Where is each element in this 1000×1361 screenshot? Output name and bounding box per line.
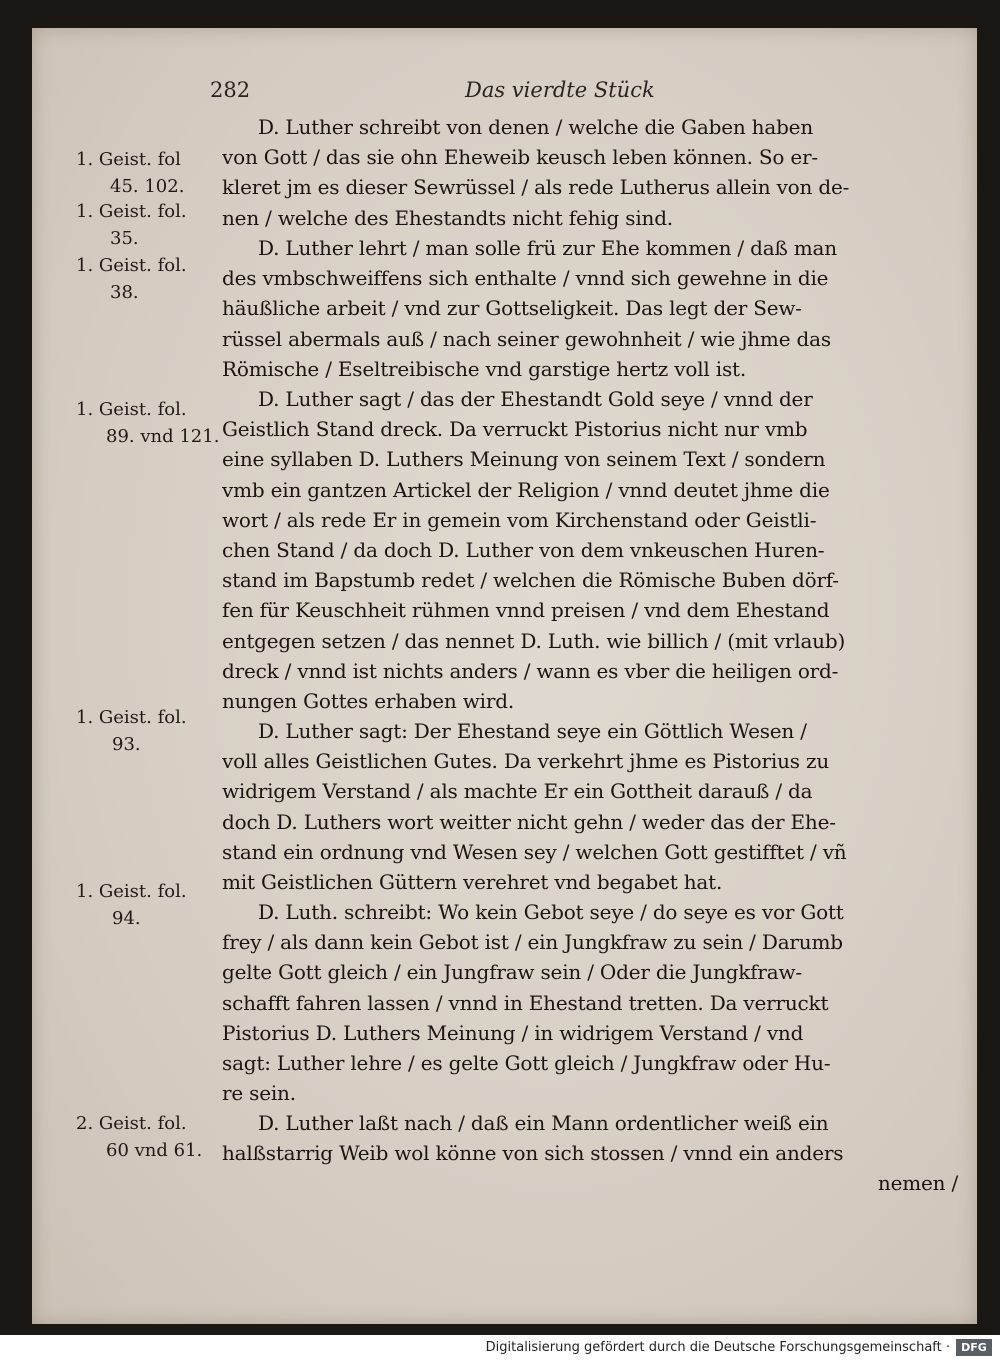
- margin-note: [76, 252, 226, 306]
- text-line: vmb ein gantzen Artickel der Religion / vnnd deutet jhme die: [222, 477, 830, 502]
- digitization-credit: Digitalisierung gefördert durch die Deutsche Forschungsgemeinschaft ·: [485, 1340, 950, 1355]
- paragraph: [222, 233, 962, 384]
- margin-note: [76, 198, 226, 252]
- margin-note-line: 89. vnd 121.: [106, 426, 220, 447]
- text-line: Pistorius D. Luthers Meinung / in widrigem Verstand / vnd: [222, 1020, 804, 1045]
- paragraph: [222, 897, 962, 1108]
- paragraph: [222, 384, 962, 716]
- text-line: chen Stand / da doch D. Luther von dem vnkeuschen Huren-: [222, 537, 825, 562]
- text-line: nen / welche des Ehestandts nicht fehig sind.: [222, 205, 673, 230]
- margin-note-line: 35.: [110, 228, 139, 249]
- text-line: fen für Keuschheit rühmen vnnd preisen / vnd dem Ehestand: [222, 598, 830, 623]
- margin-note-line: 38.: [110, 282, 139, 303]
- margin-note-line: 45. 102.: [110, 176, 185, 197]
- text-line: schafft fahren lassen / vnnd in Ehestand tretten. Da verruckt: [222, 990, 829, 1015]
- text-line: D. Luther lehrt / man solle frü zur Ehe kommen / daß man: [258, 236, 837, 260]
- margin-note-line: 2. Geist. fol.: [76, 1113, 187, 1134]
- margin-note: [76, 704, 226, 758]
- text-line: D. Luth. schreibt: Wo kein Gebot seye / do seye es vor Gott: [258, 900, 844, 924]
- margin-note: [76, 1110, 226, 1164]
- text-line: widrigem Verstand / als machte Er ein Gottheit darauß / da: [222, 779, 813, 804]
- text-line: des vmbschweiffens sich enthalte / vnnd sich gewehne in die: [222, 266, 829, 291]
- margin-note-line: 1. Geist. fol.: [76, 881, 187, 902]
- text-line: D. Luther laßt nach / daß ein Mann ordentlicher weiß ein: [258, 1111, 829, 1135]
- text-line: nungen Gottes erhaben wird.: [222, 688, 514, 713]
- paragraph: [222, 112, 962, 233]
- text-line: Geistlich Stand dreck. Da verruckt Pistorius nicht nur vmb: [222, 417, 808, 442]
- text-line: D. Luther schreibt von denen / welche die Gaben haben: [258, 115, 813, 139]
- margin-note-line: 1. Geist. fol.: [76, 201, 187, 222]
- catchword: nemen /: [877, 1171, 958, 1196]
- margin-note-line: 94.: [112, 908, 141, 929]
- margin-note-line: 1. Geist. fol.: [76, 255, 187, 276]
- text-line: von Gott / das sie ohn Eheweib keusch leben können. So er-: [222, 145, 818, 170]
- text-line: stand ein ordnung vnd Wesen sey / welchen Gott gestifftet / vñ: [222, 839, 847, 864]
- text-line: entgegen setzen / das nennet D. Luth. wie billich / (mit vrlaub): [222, 628, 846, 653]
- text-line: frey / als dann kein Gebot ist / ein Jungkfraw zu sein / Darumb: [222, 930, 843, 955]
- text-line: voll alles Geistlichen Gutes. Da verkehrt jhme es Pistorius zu: [222, 749, 830, 774]
- footer: [0, 1335, 1000, 1361]
- margin-notes: [32, 28, 222, 1324]
- dfg-logo: DFG: [956, 1339, 992, 1356]
- text-line: re sein.: [222, 1081, 296, 1106]
- book-page: [32, 28, 977, 1324]
- margin-note-line: 1. Geist. fol.: [76, 399, 187, 420]
- running-head: Das vierdte Stück: [465, 78, 655, 102]
- text-line: gelte Gott gleich / ein Jungfraw sein / Oder die Jungkfraw-: [222, 960, 802, 985]
- text-line: halßstarrig Weib wol könne von sich stossen / vnnd ein anders: [222, 1141, 844, 1166]
- text-line: D. Luther sagt: Der Ehestand seye ein Göttlich Wesen /: [258, 719, 807, 743]
- text-line: doch D. Luthers wort weitter nicht gehn / weder das der Ehe-: [222, 809, 836, 834]
- text-line: Römische / Eseltreibische vnd garstige hertz voll ist.: [222, 356, 747, 381]
- page-number: 282: [210, 78, 251, 102]
- margin-note-line: 1. Geist. fol.: [76, 707, 187, 728]
- text-line: wort / als rede Er in gemein vom Kirchenstand oder Geistli-: [222, 507, 817, 532]
- margin-note-line: 93.: [112, 734, 141, 755]
- text-line: sagt: Luther lehre / es gelte Gott gleich / Jungkfraw oder Hu-: [222, 1050, 831, 1075]
- text-line: dreck / vnnd ist nichts anders / wann es vber die heiligen ord-: [222, 658, 839, 683]
- text-line: D. Luther sagt / das der Ehestandt Gold seye / vnnd der: [258, 387, 813, 411]
- margin-note: [76, 146, 226, 200]
- margin-note: [76, 878, 226, 932]
- text-line: kleret jm es dieser Sewrüssel / als rede Lutherus allein von de-: [222, 175, 850, 200]
- text-line: eine syllaben D. Luthers Meinung von seinem Text / sondern: [222, 447, 826, 472]
- paragraph: [222, 1108, 962, 1199]
- paragraph: [222, 716, 962, 897]
- text-line: stand im Bapstumb redet / welchen die Römische Buben dörf-: [222, 568, 839, 593]
- text-line: rüssel abermals auß / nach seiner gewohnheit / wie jhme das: [222, 326, 831, 351]
- text-line: häußliche arbeit / vnd zur Gottseligkeit. Das legt der Sew-: [222, 296, 802, 321]
- margin-note: [76, 396, 226, 450]
- text-line: mit Geistlichen Güttern verehret vnd begabet hat.: [222, 869, 723, 894]
- margin-note-line: 1. Geist. fol: [76, 149, 181, 170]
- margin-note-line: 60 vnd 61.: [106, 1140, 203, 1161]
